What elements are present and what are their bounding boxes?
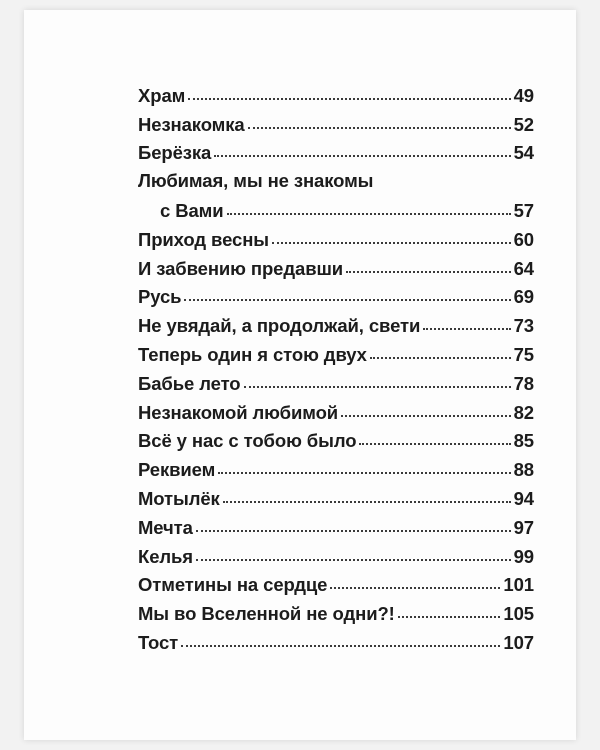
toc-leader-dots [181, 645, 500, 647]
toc-leader-dots [244, 386, 511, 388]
toc-entry [138, 282, 534, 311]
toc-entry-page: 73 [513, 315, 534, 337]
toc-entry-page: 60 [513, 228, 534, 250]
toc-entry-page: 97 [513, 516, 534, 538]
toc-entry-page: 64 [513, 257, 534, 279]
toc-entry-page: 49 [513, 84, 534, 106]
toc-entry-title: Келья [138, 545, 194, 567]
toc-leader-dots [188, 98, 510, 100]
toc-entry-title: Мотылёк [138, 487, 220, 509]
toc-entry-title: Отметины на сердце [138, 574, 328, 596]
toc-leader-dots [423, 328, 510, 330]
toc-entry [138, 339, 534, 368]
table-of-contents [138, 80, 534, 656]
toc-entry [138, 454, 534, 483]
toc-entry [138, 483, 534, 512]
toc-entry [138, 368, 534, 397]
toc-entry-title: Берёзка [138, 142, 212, 164]
toc-entry [138, 598, 534, 627]
toc-entry [138, 224, 534, 253]
toc-leader-dots [218, 472, 510, 474]
toc-entry [138, 80, 534, 109]
toc-entry-page: 107 [503, 631, 534, 653]
toc-entry-title: И забвению предавши [138, 257, 344, 279]
toc-leader-dots [196, 530, 511, 532]
toc-entry-title-line1: Любимая, мы не знакомы [138, 170, 374, 192]
toc-leader-dots [214, 155, 510, 157]
toc-entry [138, 253, 534, 282]
toc-entry [138, 627, 534, 656]
toc-entry-page: 94 [513, 487, 534, 509]
book-page [24, 10, 576, 740]
toc-leader-dots [248, 127, 511, 129]
toc-entry-page: 101 [503, 574, 534, 596]
toc-entry [138, 397, 534, 426]
toc-entry-page: 52 [513, 113, 534, 135]
toc-entry-page: 78 [513, 372, 534, 394]
toc-entry [138, 138, 534, 167]
toc-leader-dots [196, 559, 511, 561]
toc-entry-title: Мечта [138, 516, 193, 538]
toc-entry-page: 99 [513, 545, 534, 567]
toc-entry [138, 166, 534, 224]
toc-entry-title: Незнакомой любимой [138, 401, 339, 423]
toc-entry-page: 105 [503, 603, 534, 625]
toc-entry-title: Незнакомка [138, 113, 245, 135]
toc-entry-title: Тост [138, 631, 179, 653]
toc-entry-title: Бабье лето [138, 372, 241, 394]
toc-leader-dots [370, 357, 511, 359]
toc-entry [138, 426, 534, 455]
toc-leader-dots [272, 242, 511, 244]
toc-entry-title: Мы во Вселенной не одни?! [138, 603, 395, 625]
toc-entry-title: Не увядай, а продолжай, свети [138, 315, 421, 337]
toc-entry-title: с Вами [160, 199, 224, 221]
toc-leader-dots [398, 616, 501, 618]
toc-entry [138, 310, 534, 339]
toc-leader-dots [184, 299, 510, 301]
toc-entry-page: 85 [513, 430, 534, 452]
toc-leader-dots [227, 213, 511, 215]
toc-entry [138, 512, 534, 541]
toc-entry [138, 570, 534, 599]
toc-entry-page: 75 [513, 343, 534, 365]
toc-entry-page: 88 [513, 459, 534, 481]
toc-leader-dots [223, 501, 511, 503]
toc-entry-page: 82 [513, 401, 534, 423]
toc-entry-page: 54 [513, 142, 534, 164]
toc-entry-title: Теперь один я стою двух [138, 343, 367, 365]
toc-entry-title: Храм [138, 84, 186, 106]
toc-leader-dots [330, 587, 500, 589]
toc-entry-title: Всё у нас с тобою было [138, 430, 357, 452]
toc-entry-page: 69 [513, 286, 534, 308]
toc-leader-dots [359, 443, 510, 445]
toc-leader-dots [341, 415, 511, 417]
toc-entry-page: 57 [513, 199, 534, 221]
toc-entry [138, 109, 534, 138]
toc-leader-dots [346, 271, 511, 273]
toc-entry-title: Русь [138, 286, 182, 308]
toc-entry-title: Приход весны [138, 228, 269, 250]
toc-entry [138, 541, 534, 570]
toc-entry-title: Реквием [138, 459, 216, 481]
